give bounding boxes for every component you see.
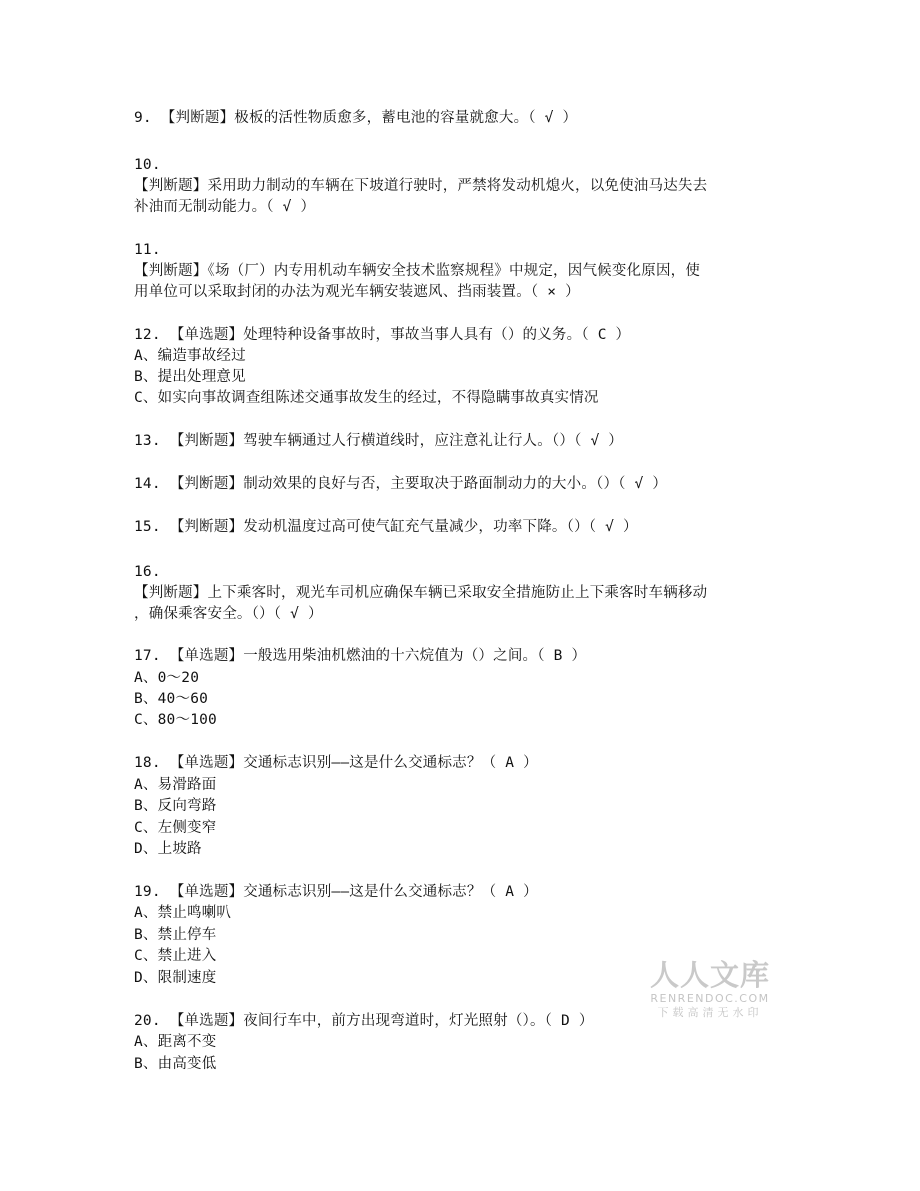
question-17-option-c: C、80～100 — [134, 712, 217, 728]
question-18-option-b: B、反向弯路 — [134, 798, 217, 814]
question-10-text: 【判断题】采用助力制动的车辆在下坡道行驶时，严禁将发动机熄火，以免使油马达失去 — [134, 178, 708, 194]
question-20-option-b: B、由高变低 — [134, 1056, 217, 1072]
question-10-number: 10. — [134, 157, 161, 173]
question-20-text: 20. 【单选题】夜间行车中，前方出现弯道时，灯光照射（）。（ D ） — [134, 1013, 594, 1029]
question-17-option-b: B、40～60 — [134, 691, 209, 707]
question-17-option-a: A、0～20 — [134, 670, 200, 686]
question-19-option-b: B、禁止停车 — [134, 927, 217, 943]
question-11-text-cont: 用单位可以采取封闭的办法为观光车辆安装遮风、挡雨装置。（ × ） — [134, 284, 580, 300]
question-15-text: 15. 【判断题】发动机温度过高可使气缸充气量减少，功率下降。（）（ √ ） — [134, 519, 638, 535]
question-18-option-d: D、上坡路 — [134, 841, 202, 857]
question-14-text: 14. 【判断题】制动效果的良好与否，主要取决于路面制动力的大小。（）（ √ ） — [134, 476, 668, 492]
question-11-number: 11. — [134, 242, 161, 258]
question-19-option-a: A、禁止鸣喇叭 — [134, 905, 232, 921]
question-20-option-a: A、距离不变 — [134, 1034, 217, 1050]
watermark-subtitle: 下载高清无水印 — [657, 1006, 763, 1019]
question-19-option-c: C、禁止进入 — [134, 948, 217, 964]
question-10-text-cont: 补油而无制动能力。（ √ ） — [134, 199, 316, 215]
question-17-text: 17. 【单选题】一般选用柴油机燃油的十六烷值为（）之间。（ B ） — [134, 648, 587, 664]
question-13-text: 13. 【判断题】驾驶车辆通过人行横道线时，应注意礼让行人。（）（ √ ） — [134, 433, 624, 449]
question-12-text: 12. 【单选题】处理特种设备事故时，事故当事人具有（）的义务。（ C ） — [134, 327, 631, 343]
question-12-option-a: A、编造事故经过 — [134, 348, 246, 364]
watermark-url: RENRENDOC.COM — [650, 992, 770, 1005]
question-16-text-cont: ，确保乘客安全。（）（ √ ） — [134, 606, 323, 622]
question-9-text: 9. 【判断题】极板的活性物质愈多，蓄电池的容量就愈大。（ √ ） — [134, 110, 578, 126]
watermark — [640, 958, 780, 1020]
question-18-option-c: C、左侧变窄 — [134, 820, 217, 836]
question-16-text: 【判断题】上下乘客时，观光车司机应确保车辆已采取安全措施防止上下乘客时车辆移动 — [134, 585, 708, 601]
question-11-text: 【判断题】《场（厂）内专用机动车辆安全技术监察规程》中规定，因气候变化原因，使 — [134, 263, 701, 279]
question-12-option-c: C、如实向事故调查组陈述交通事故发生的经过，不得隐瞒事故真实情况 — [134, 390, 599, 406]
question-19-option-d: D、限制速度 — [134, 970, 217, 986]
question-18-option-a: A、易滑路面 — [134, 777, 217, 793]
watermark-logo-text: 人人文库 — [649, 958, 770, 992]
question-19-text: 19. 【单选题】交通标志识别——这是什么交通标志？（ A ） — [134, 884, 538, 900]
question-18-text: 18. 【单选题】交通标志识别——这是什么交通标志？（ A ） — [134, 755, 538, 771]
question-12-option-b: B、提出处理意见 — [134, 369, 246, 385]
question-16-number: 16. — [134, 564, 161, 580]
